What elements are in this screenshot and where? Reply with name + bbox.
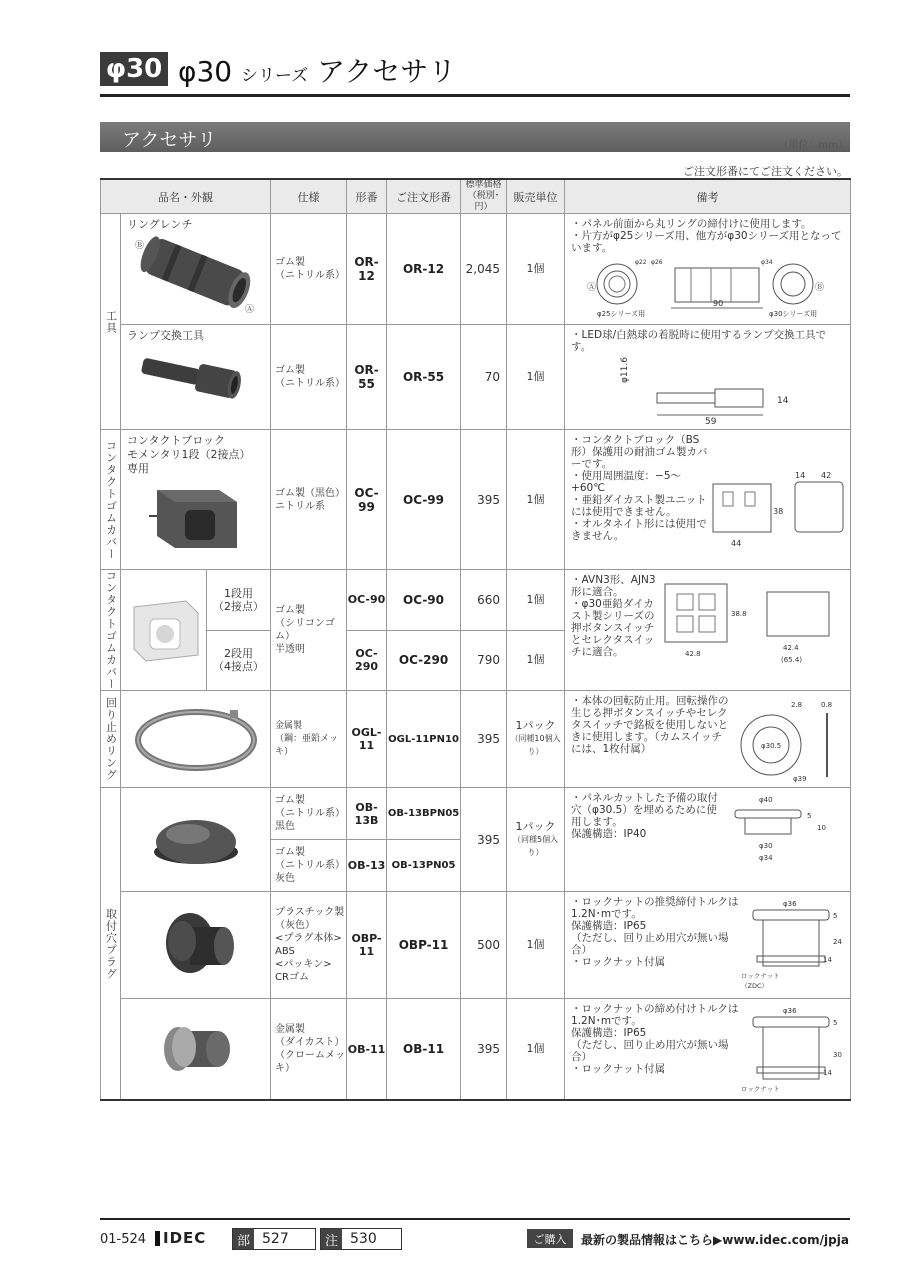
- price-cell: 2,045: [461, 214, 507, 325]
- remarks-cell: ・本体の回転防止用。回転操作の生じる押ボタンスイッチやセレクタスイッチで銘板を使用しないときに使用します。（カムスイッチには、1枚付属） φ30.5 φ39 2.8 0.8: [565, 691, 851, 788]
- product-cell: コンタクトブロック モメンタリ1段（2接点） 専用: [121, 430, 271, 570]
- variant-name: 2段用 （4接点）: [207, 630, 271, 691]
- table-row: [101, 691, 851, 788]
- col-model: 形番: [347, 179, 387, 214]
- svg-text:φ25シリーズ用: φ25シリーズ用: [597, 310, 646, 318]
- order-cell: OBP-11: [387, 892, 461, 999]
- category-tool: 工具: [101, 214, 121, 430]
- buy-label: ご購入: [527, 1229, 573, 1248]
- product-image-cell: [121, 570, 207, 691]
- svg-text:ロックナット: ロックナット: [741, 972, 780, 980]
- unit-cell: 1個: [507, 630, 565, 691]
- remarks-cell: ・コンタクトブロック（BS形）保護用の耐油ゴム製カバーです。 ・使用周囲温度：−5〜+60℃ ・亜鉛ダイカスト製ユニットには使用できません。 ・オルタネイト形には使用できません。 44 38 14 42: [565, 430, 851, 570]
- header-rule: [100, 94, 850, 97]
- price-cell: 660: [461, 570, 507, 631]
- svg-text:24: 24: [833, 938, 842, 946]
- svg-text:0.8: 0.8: [821, 701, 833, 709]
- lamp-tool-image: [127, 343, 267, 413]
- chu-ref: 注 530: [320, 1228, 402, 1250]
- section-bar: アクセサリ: [100, 122, 850, 152]
- variant-name: 1段用 （2接点）: [207, 570, 271, 631]
- model-cell: OR-12: [347, 214, 387, 325]
- spec-cell: 金属製 （ダイカスト） （クロームメッキ）: [271, 999, 347, 1101]
- svg-text:14: 14: [777, 396, 789, 406]
- remarks-cell: ・AVN3形、AJN3形に適合。 ・φ30亜鉛ダイカスト製シリーズの押ボタンスイッチとセレクタスイッチに適合。 38.8 42.8 42.4 (65.4): [565, 570, 851, 691]
- svg-text:90: 90: [713, 299, 724, 308]
- remarks-cell: ・ロックナットの締め付けトルクは1.2N･mです。 保護構造：IP65 （ただし、回り止め用穴が無い場合） ・ロックナット付属 φ36 5 30 14 ロックナット: [565, 999, 851, 1101]
- order-cell: OB-13PN05: [387, 840, 461, 892]
- product-image-cell: [121, 691, 271, 788]
- svg-text:30: 30: [833, 1051, 842, 1059]
- table-row: [101, 214, 851, 325]
- order-note: ご注文形番にてご注文ください。: [683, 165, 848, 178]
- category-cover2: コンタクトゴムカバー: [101, 570, 121, 691]
- svg-text:2.8: 2.8: [791, 701, 803, 709]
- table-row: [101, 999, 851, 1101]
- table-row: [101, 325, 851, 430]
- silicone-cover-image: [124, 589, 204, 669]
- spec-cell: ゴム製 （シリコンゴム） 半透明: [271, 570, 347, 691]
- svg-text:42.8: 42.8: [685, 650, 701, 658]
- unit-note: （単位：mm）: [778, 140, 848, 151]
- svg-text:10: 10: [817, 824, 826, 832]
- col-name: 品名・外観: [101, 179, 271, 214]
- model-cell: OBP-11: [347, 892, 387, 999]
- rubber-plug-drawing: [721, 792, 841, 872]
- svg-text:(65.4): (65.4): [781, 656, 803, 664]
- unit-cell: 1パック （同種5個入り）: [507, 788, 565, 892]
- ring-wrench-drawing: [571, 254, 841, 318]
- svg-text:44: 44: [731, 539, 742, 548]
- spec-cell: ゴム製 （ニトリル系） 黒色: [271, 788, 347, 840]
- page-number: 01-524: [100, 1232, 147, 1247]
- anti-rotation-ring-drawing: [731, 695, 843, 783]
- category-cover1: コンタクトゴムカバー: [101, 430, 121, 570]
- svg-text:42: 42: [821, 471, 832, 480]
- spec-cell: ゴム製 （ニトリル系）: [271, 214, 347, 325]
- svg-text:φ30.5: φ30.5: [761, 742, 782, 750]
- remarks-cell: ・LED球/白熱球の着脱時に使用するランプ交換工具です。 φ11.6 59 14: [565, 325, 851, 430]
- svg-text:φ30シリーズ用: φ30シリーズ用: [769, 310, 818, 318]
- model-cell: OR-55: [347, 325, 387, 430]
- order-cell: OR-55: [387, 325, 461, 430]
- svg-text:5: 5: [807, 812, 812, 820]
- page-title: φ30 シリーズ アクセサリ: [178, 55, 457, 88]
- unit-cell: 1個: [507, 214, 565, 325]
- price-cell: 395: [461, 788, 507, 892]
- svg-text:φ39: φ39: [793, 775, 807, 783]
- model-cell: OC-99: [347, 430, 387, 570]
- footer-rule: [100, 1218, 850, 1220]
- model-cell: OB-13: [347, 840, 387, 892]
- model-cell: OGL-11: [347, 691, 387, 788]
- svg-text:Ⓑ: Ⓑ: [815, 283, 825, 293]
- svg-text:14: 14: [795, 471, 806, 480]
- product-cell: ランプ交換工具: [121, 325, 271, 430]
- rubber-plug-image: [126, 798, 266, 878]
- svg-text:14: 14: [823, 956, 832, 964]
- table-row: [101, 892, 851, 999]
- col-unit: 販売単位: [507, 179, 565, 214]
- price-cell: 395: [461, 999, 507, 1101]
- svg-text:42.4: 42.4: [783, 644, 799, 652]
- svg-text:φ22: φ22: [635, 259, 647, 266]
- svg-text:φ30: φ30: [759, 842, 773, 850]
- product-image-cell: [121, 892, 271, 999]
- product-cell: リングレンチ Ⓑ Ⓐ: [121, 214, 271, 325]
- col-price: 標準価格 （税別･円）: [461, 179, 507, 214]
- svg-text:14: 14: [823, 1069, 832, 1077]
- order-cell: OC-290: [387, 630, 461, 691]
- order-cell: OB-11: [387, 999, 461, 1101]
- svg-text:Ⓑ: Ⓑ: [135, 241, 145, 251]
- order-cell: OR-12: [387, 214, 461, 325]
- model-cell: OC-290: [347, 630, 387, 691]
- model-cell: OB-11: [347, 999, 387, 1101]
- svg-text:5: 5: [833, 912, 838, 920]
- order-cell: OB-13BPN05: [387, 788, 461, 840]
- svg-text:φ40: φ40: [759, 796, 773, 804]
- svg-text:Ⓐ: Ⓐ: [245, 305, 255, 315]
- remarks-cell: ・パネル前面から丸リングの締付けに使用します。 ・片方がφ25シリーズ用、他方がφ30シリーズ用となっています。 Ⓐ Ⓑ 90 φ25シリーズ用 φ30シリーズ用 φ22 φ26 φ34: [565, 214, 851, 325]
- svg-text:（ZDC）: （ZDC）: [741, 982, 769, 990]
- svg-text:φ36: φ36: [783, 1007, 797, 1015]
- spec-cell: ゴム製 （ニトリル系）: [271, 325, 347, 430]
- order-cell: OC-99: [387, 430, 461, 570]
- product-image-cell: [121, 788, 271, 892]
- bu-ref: 部 527: [232, 1228, 316, 1250]
- svg-text:38: 38: [773, 507, 784, 516]
- svg-text:5: 5: [833, 1019, 838, 1027]
- svg-text:Ⓐ: Ⓐ: [587, 283, 597, 293]
- unit-cell: 1個: [507, 892, 565, 999]
- plastic-plug-drawing: [739, 896, 844, 994]
- latest-info-link[interactable]: 最新の製品情報はこちら▶www.idec.com/jpja: [581, 1233, 849, 1247]
- spec-cell: ゴム製 （ニトリル系） 灰色: [271, 840, 347, 892]
- unit-cell: 1個: [507, 325, 565, 430]
- svg-text:φ34: φ34: [759, 854, 773, 862]
- col-remarks: 備考: [565, 179, 851, 214]
- unit-cell: 1個: [507, 430, 565, 570]
- product-image-cell: [121, 999, 271, 1101]
- anti-rotation-ring-image: [126, 698, 266, 778]
- metal-plug-image: [126, 1003, 266, 1093]
- ring-wrench-image: [127, 232, 267, 316]
- price-cell: 395: [461, 430, 507, 570]
- contact-cover-drawing: [709, 434, 844, 554]
- table-row: [101, 570, 851, 631]
- svg-text:59: 59: [705, 417, 717, 425]
- svg-text:φ11.6: φ11.6: [620, 357, 631, 383]
- category-ring: 回り止めリング: [101, 691, 121, 788]
- order-cell: OGL-11PN10: [387, 691, 461, 788]
- unit-cell: 1個: [507, 999, 565, 1101]
- svg-text:ロックナット: ロックナット: [741, 1085, 780, 1093]
- plastic-plug-image: [126, 899, 266, 989]
- col-order: ご注文形番: [387, 179, 461, 214]
- svg-text:φ36: φ36: [783, 900, 797, 908]
- svg-text:φ34: φ34: [761, 259, 773, 266]
- table-header: [101, 179, 851, 214]
- unit-cell: 1パック （同種10個入り）: [507, 691, 565, 788]
- contact-cover-image: [127, 476, 267, 556]
- idec-logo: IDEC: [155, 1228, 219, 1248]
- model-cell: OC-90: [347, 570, 387, 631]
- metal-plug-drawing: [739, 1003, 844, 1095]
- silicone-cover-drawing: [659, 574, 843, 670]
- svg-text:φ26: φ26: [651, 259, 663, 266]
- spec-cell: ゴム製（黒色） ニトリル系: [271, 430, 347, 570]
- spec-cell: 金属製 （鋼：亜鉛メッキ）: [271, 691, 347, 788]
- price-cell: 500: [461, 892, 507, 999]
- price-cell: 395: [461, 691, 507, 788]
- remarks-cell: ・パネルカットした予備の取付穴（φ30.5）を埋めるために使用します。 保護構造：IP40 φ40 5 10 φ30 φ34: [565, 788, 851, 892]
- svg-text:38.8: 38.8: [731, 610, 747, 618]
- model-cell: OB-13B: [347, 788, 387, 840]
- category-plug: 取付穴プラグ: [101, 788, 121, 1101]
- price-cell: 70: [461, 325, 507, 430]
- remarks-cell: ・ロックナットの推奨締付トルクは1.2N･mです。 保護構造：IP65 （ただし、回り止め用穴が無い場合） ・ロックナット付属 φ36 5 24 14 ロックナット （ZDC）: [565, 892, 851, 999]
- order-cell: OC-90: [387, 570, 461, 631]
- price-cell: 790: [461, 630, 507, 691]
- lamp-tool-drawing: [571, 353, 841, 425]
- series-badge: φ30: [100, 52, 168, 86]
- accessory-table: [100, 178, 851, 1101]
- table-row: [101, 788, 851, 840]
- col-spec: 仕様: [271, 179, 347, 214]
- spec-cell: プラスチック製 （灰色） <プラグ本体> ABS <パッキン> CRゴム: [271, 892, 347, 999]
- unit-cell: 1個: [507, 570, 565, 631]
- table-row: [101, 430, 851, 570]
